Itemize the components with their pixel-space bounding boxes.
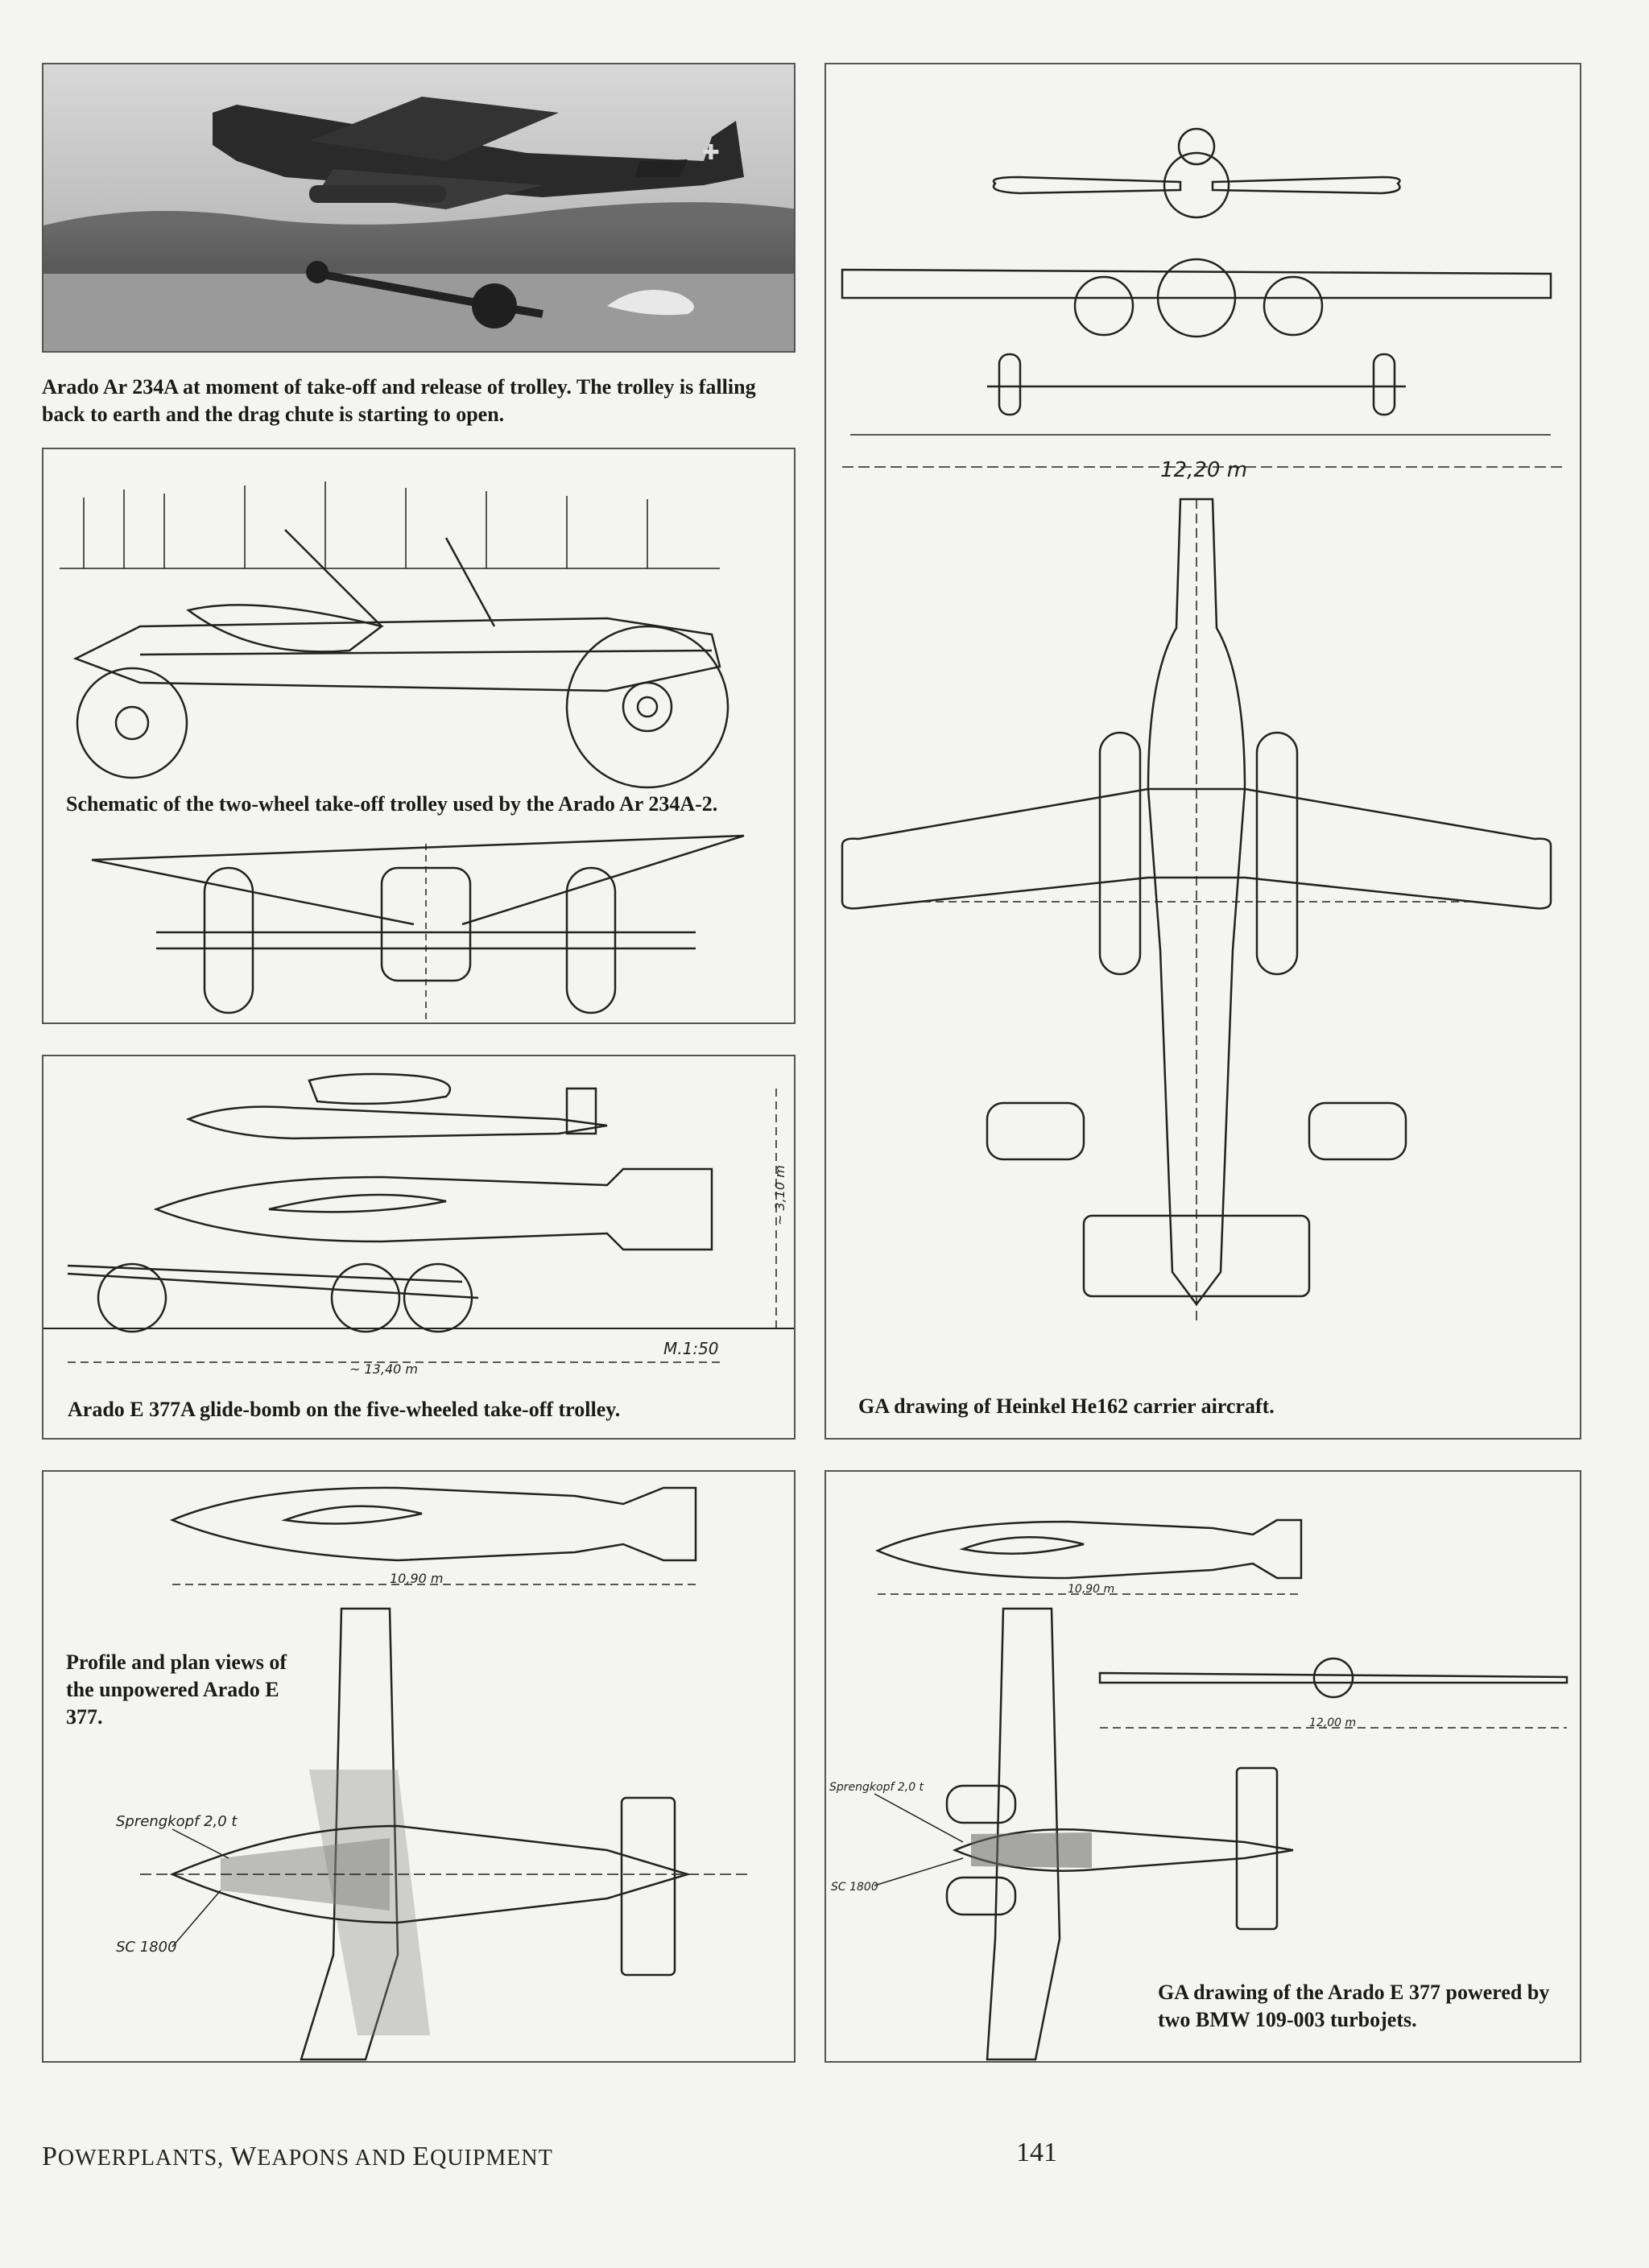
e377-powered-drawing bbox=[826, 1472, 1581, 2063]
trolley-caption: Schematic of the two-wheel take-off trolley used by the Arado Ar 234A-2. bbox=[66, 791, 791, 818]
e377-powered-caption: GA drawing of the Arado E 377 powered by two BMW 109-003 turbojets. bbox=[1158, 1981, 1550, 2031]
he162-span: 12,20 m bbox=[1160, 458, 1248, 482]
svg-text:✚: ✚ bbox=[702, 141, 720, 165]
e377a-caption: Arado E 377A glide-bomb on the five-wheeled take-off trolley. bbox=[68, 1398, 621, 1421]
photo-panel bbox=[42, 63, 796, 353]
powered-warhead: Sprengkopf 2,0 t bbox=[829, 1781, 924, 1794]
powered-length: 10,90 m bbox=[1068, 1583, 1115, 1596]
he162-drawing bbox=[826, 64, 1581, 1440]
e377-unpowered-caption: Profile and plan views of the unpowered Arado E 377. bbox=[66, 1650, 287, 1729]
unpowered-warhead: Sprengkopf 2,0 t bbox=[116, 1813, 238, 1830]
e377a-height: ~ 3,10 m bbox=[772, 1165, 787, 1225]
e377a-length: ~ 13,40 m bbox=[349, 1361, 418, 1377]
page-number: 141 bbox=[1016, 2138, 1057, 2167]
e377a-scale: M.1:50 bbox=[663, 1339, 719, 1358]
e377-unpowered-panel bbox=[42, 1470, 796, 2063]
e377a-panel bbox=[42, 1055, 796, 1440]
unpowered-sc: SC 1800 bbox=[116, 1939, 177, 1956]
section-title: POWERPLANTS, WEAPONS AND EQUIPMENT bbox=[42, 2142, 553, 2171]
trolley-drawing bbox=[43, 449, 796, 1024]
ar234-photo bbox=[43, 64, 796, 353]
e377-powered-panel bbox=[824, 1470, 1581, 2063]
e377a-drawing bbox=[43, 1056, 796, 1440]
photo-caption: Arado Ar 234A at moment of take-off and release of trolley. The trolley is falling back to earth and the drag chute is starting to open. bbox=[42, 375, 756, 426]
powered-sc: SC 1800 bbox=[831, 1881, 878, 1894]
unpowered-length: 10,90 m bbox=[390, 1571, 444, 1586]
powered-span: 12,00 m bbox=[1309, 1716, 1357, 1729]
e377-unpowered-drawing bbox=[43, 1472, 796, 2063]
trolley-panel bbox=[42, 448, 796, 1024]
he162-panel bbox=[824, 63, 1581, 1440]
he162-caption: GA drawing of Heinkel He162 carrier aircraft. bbox=[858, 1394, 1275, 1418]
